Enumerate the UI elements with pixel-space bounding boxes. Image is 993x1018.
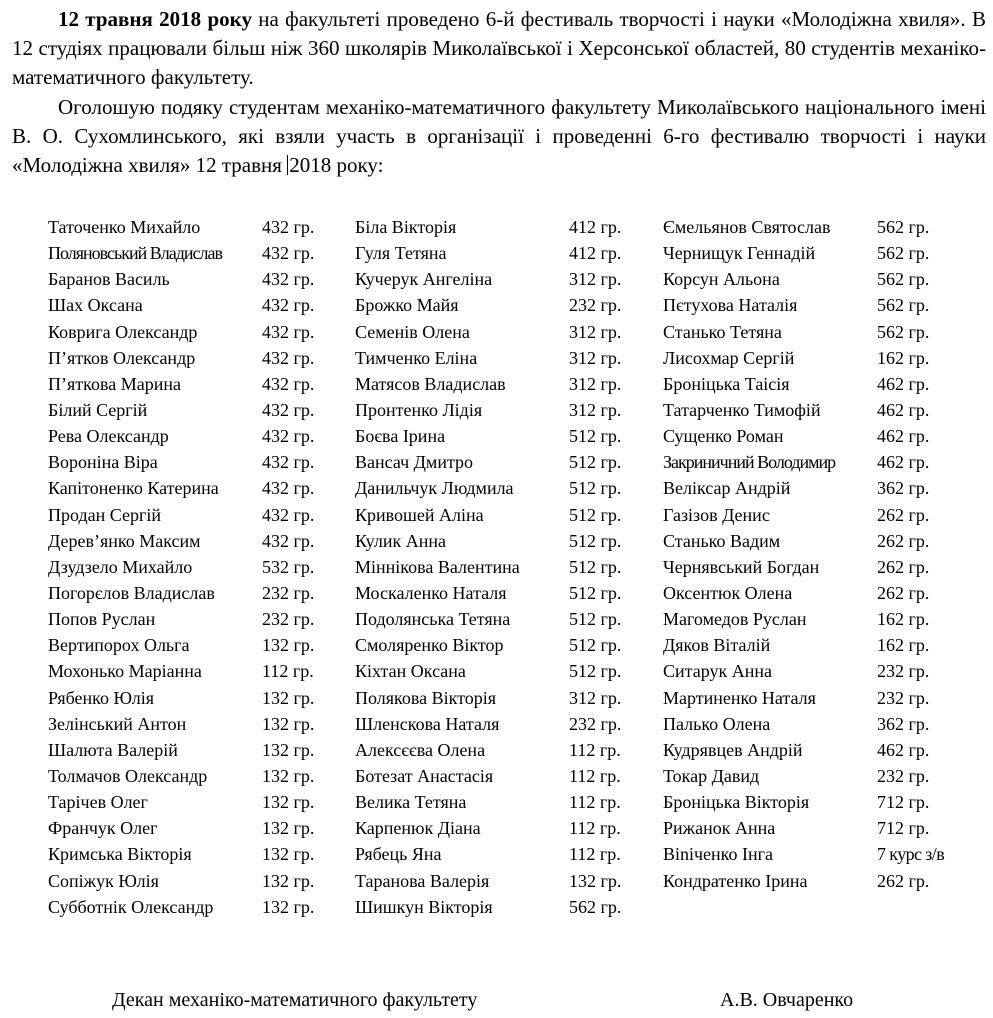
student-group: 112 гр. [569,792,621,813]
student-name: Білий Сергій [48,399,148,420]
student-name: Баранов Василь [48,269,170,290]
student-name: Кудрявцев Андрій [663,739,803,760]
student-group: 162 гр. [877,609,930,630]
student-name: Рябенко Юлія [48,687,155,708]
student-name: Полякова Вікторія [355,687,497,708]
student-name: Капітоненко Катерина [48,478,219,499]
intro-paragraph-1 [12,5,986,92]
student-name: Велика Тетяна [355,792,467,813]
student-group: 312 гр. [569,399,622,420]
student-group: 512 гр. [569,504,622,525]
student-group: 432 гр. [262,295,315,316]
student-group: 562 гр. [569,896,622,917]
student-group: 132 гр. [569,870,622,891]
student-group: 512 гр. [569,609,622,630]
student-name: Субботнік Олександр [48,896,214,917]
student-group: 512 гр. [569,556,622,577]
student-group: 432 гр. [262,478,315,499]
student-group: 262 гр. [877,530,930,551]
student-group: 432 гр. [262,347,315,368]
student-name: Кондратенко Ірина [663,870,808,891]
signature-name: А.В. Овчаренко [720,989,854,1011]
student-name: Кримська Вікторія [48,844,192,865]
student-name: Станько Вадим [663,530,781,551]
student-group: 162 гр. [877,347,930,368]
student-group: 512 гр. [569,530,622,551]
student-group: 232 гр. [262,609,315,630]
student-group: 312 гр. [569,687,622,708]
student-group: 312 гр. [569,269,622,290]
student-group: 462 гр. [877,452,930,473]
student-group: 432 гр. [262,452,315,473]
student-group: 132 гр. [262,635,315,656]
student-name: Поляновський Владислав [48,243,222,264]
student-name: Данильчук Людмила [355,478,514,499]
student-group: 532 гр. [262,556,315,577]
student-name: Біла Вікторія [355,217,457,237]
student-group: 562 гр. [877,243,930,264]
student-group: 432 гр. [262,321,315,342]
student-group: 262 гр. [877,556,930,577]
student-group: 512 гр. [569,635,622,656]
student-name: Таточенко Михайло [48,217,201,237]
student-group: 132 гр. [262,687,315,708]
student-group: 432 гр. [262,269,315,290]
student-name: Чернищук Геннадій [663,243,816,264]
student-group: 562 гр. [877,321,930,342]
student-name: Татарченко Тимофій [663,399,821,420]
student-group: 512 гр. [569,452,622,473]
student-name: Сущенко Роман [663,426,784,447]
student-group: 512 гр. [569,426,622,447]
student-group: 462 гр. [877,739,930,760]
student-name: П’ятков Олександр [48,347,196,368]
student-group: 362 гр. [877,713,930,734]
student-group: 112 гр. [569,818,621,839]
student-name: Рева Олександр [48,426,169,447]
student-group: 232 гр. [569,295,622,316]
student-name: Москаленко Наталя [355,582,507,603]
student-group: 312 гр. [569,321,622,342]
student-group: 232 гр. [262,582,315,603]
student-group: 312 гр. [569,347,622,368]
student-name: Шленскова Наталя [355,713,500,734]
student-group: 132 гр. [262,870,315,891]
student-group: 112 гр. [569,844,621,865]
student-group: 132 гр. [262,713,315,734]
student-name: Вороніна Віра [48,452,158,473]
student-group: 262 гр. [877,504,930,525]
student-group: 112 гр. [569,765,621,786]
student-name: Ємельянов Святослав [663,217,831,237]
student-group: 712 гр. [877,818,930,839]
student-group: 462 гр. [877,373,930,394]
student-name: Брожко Майя [355,295,459,316]
student-name: Семенів Олена [355,321,470,342]
student-name: Ботезат Анастасія [355,765,494,786]
student-group: 132 гр. [262,844,315,865]
student-group: 432 гр. [262,504,315,525]
student-name: Пронтенко Лідія [355,399,483,420]
student-group: 432 гр. [262,530,315,551]
student-name: Токар Давид [663,765,760,786]
student-group: 262 гр. [877,582,930,603]
student-group: 132 гр. [262,765,315,786]
student-group: 712 гр. [877,792,930,813]
student-name: Броніцька Таісія [663,373,790,394]
student-group: 562 гр. [877,269,930,290]
student-group: 312 гр. [569,373,622,394]
student-name: Вертипорох Ольга [48,635,190,656]
student-group: 512 гр. [569,661,622,682]
student-name: Чернявський Богдан [663,556,820,577]
student-name: Корсун Альона [663,269,780,290]
student-name: Карпенюк Діана [355,818,481,839]
student-name: Кривошей Аліна [355,504,484,525]
student-name: Ситарук Анна [663,661,772,682]
student-name: Віniченко Інга [663,844,774,865]
student-group: 512 гр. [569,582,622,603]
student-name: Броніцька Вікторія [663,792,810,813]
student-name: Подолянська Тетяна [355,609,511,630]
student-name: Оксентюк Олена [663,582,793,603]
student-name: Алексєєва Олена [355,739,486,760]
student-group: 462 гр. [877,399,930,420]
student-group: 432 гр. [262,243,315,264]
student-name: Смоляренко Віктор [355,635,504,656]
student-name: Газізов Денис [663,504,770,525]
intro-paragraph-1-text: на факультеті проведено 6-й фестиваль творчості і науки «Молодіжна хвиля». В 12 студіях працювали більш ніж 360 школярів Миколаївської і Херсонської областей, 80 студентів механіко-математичного факультету. [12,7,986,89]
student-name: Тимченко Еліна [355,347,478,368]
student-name: Франчук Олег [48,818,158,839]
signature-title: Декан механіко-математичного факультету [112,989,478,1011]
student-group: 562 гр. [877,217,930,237]
student-name: Зелінський Антон [48,713,187,734]
student-group: 432 гр. [262,373,315,394]
student-name: Толмачов Олександр [48,765,208,786]
student-group: 512 гр. [569,478,622,499]
student-name: Коврига Олександр [48,321,198,342]
intro-paragraph-2 [12,93,986,180]
event-date: 12 травня 2018 року [58,7,252,31]
student-group: 132 гр. [262,792,315,813]
student-group: 232 гр. [569,713,622,734]
student-name: Дерев’янко Максим [48,530,201,551]
intro-paragraph-2-end: 2018 року: [289,153,384,177]
student-name: Продан Сергій [48,504,161,525]
student-name: Гуля Тетяна [355,243,447,264]
intro-paragraph-2-text: Оголошую подяку студентам механіко-математичного факультету Миколаївського національного імені В. О. Сухомлинського, які взяли участь в організації і проведенні 6-го фестивалю творчості і науки «Молодіжна хвиля» 12 травня [12,95,986,177]
student-name: Дзудзело Михайло [48,556,193,577]
student-name: Мохонько Маріанна [48,661,202,682]
student-group: 432 гр. [262,217,315,237]
student-name: Дяков Віталій [663,635,771,656]
student-group: 462 гр. [877,426,930,447]
student-group: 362 гр. [877,478,930,499]
student-name: Закриничний Володимир [663,452,836,473]
student-group: 132 гр. [262,739,315,760]
student-name: Лисохмар Сергій [663,347,795,368]
student-name: Пєтухова Наталія [663,295,798,316]
student-name: Кіхтан Оксана [355,661,466,682]
student-name: Кучерук Ангеліна [355,269,493,290]
student-name: Сопіжук Юлія [48,870,159,891]
student-group: 132 гр. [262,818,315,839]
student-name: Боєва Ірина [355,426,446,447]
student-group: 132 гр. [262,896,315,917]
student-name: Рябець Яна [355,844,442,865]
student-group: 232 гр. [877,687,930,708]
student-name: Таранова Валерія [355,870,490,891]
student-name: Тарічев Олег [48,792,148,813]
student-group: 412 гр. [569,243,622,264]
student-group: 7 курс з/в [877,844,945,865]
student-name: П’яткова Марина [48,373,181,394]
student-group: 112 гр. [262,661,314,682]
student-name: Мартиненко Наталя [663,687,816,708]
student-name: Магомедов Руслан [663,609,807,630]
student-name: Шах Оксана [48,295,143,316]
student-group: 432 гр. [262,426,315,447]
student-group: 232 гр. [877,661,930,682]
student-name: Шалюта Валерій [48,739,178,760]
student-group: 232 гр. [877,765,930,786]
student-name: Міннікова Валентина [355,556,520,577]
student-name: Вансач Дмитро [355,452,474,473]
student-group: 262 гр. [877,870,930,891]
student-group: 112 гр. [569,739,621,760]
student-group: 432 гр. [262,399,315,420]
student-name: Рижанок Анна [663,818,776,839]
student-name: Станько Тетяна [663,321,782,342]
student-name: Палько Олена [663,713,771,734]
student-name: Кулик Анна [355,530,446,551]
student-name: Веліксар Андрій [663,478,791,499]
student-group: 162 гр. [877,635,930,656]
student-group: 562 гр. [877,295,930,316]
student-name: Погорєлов Владислав [48,582,215,603]
student-name: Матясов Владислав [355,373,506,394]
student-name: Шишкун Вікторія [355,896,493,917]
student-name: Попов Руслан [48,609,156,630]
student-group: 412 гр. [569,217,622,237]
